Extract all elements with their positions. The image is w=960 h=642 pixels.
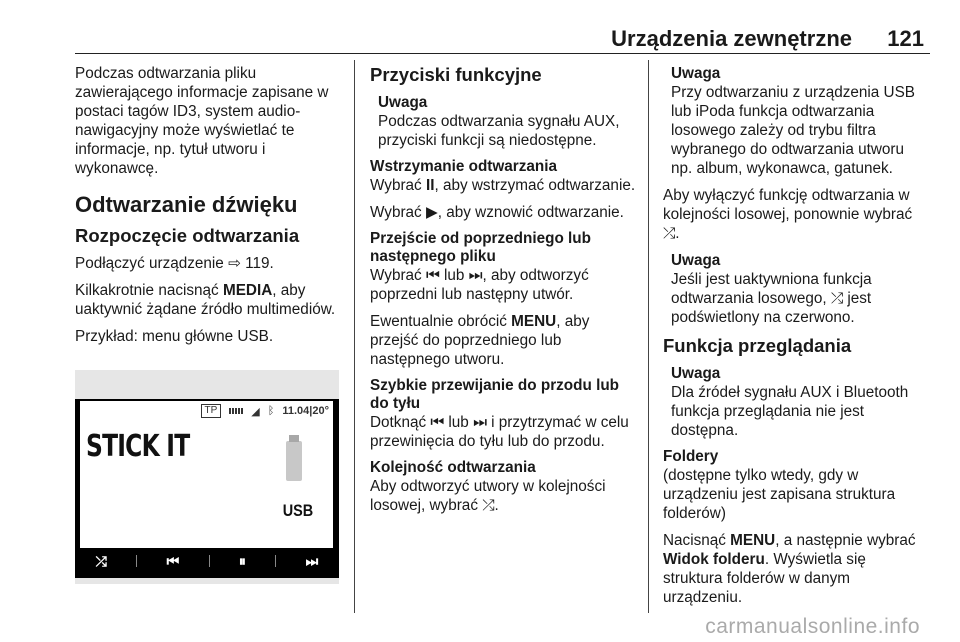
shuffle-icon: ⤮: [663, 225, 676, 242]
play-icon: ▶: [425, 204, 438, 221]
subsection-heading: Rozpoczęcie odtwarzania: [75, 225, 300, 246]
time-temperature: 11.04|20°: [282, 405, 329, 417]
page-title: Urządzenia zewnętrzne: [611, 26, 852, 51]
note-title: Uwaga: [671, 65, 721, 82]
note-body: Podczas odtwarzania sygnału AUX, przyciski funkcji są niedostępne.: [378, 113, 620, 149]
previous-track-icon[interactable]: ⏮: [166, 552, 180, 569]
column-divider-2: [648, 60, 649, 613]
media-paragraph: Kilkakrotnie nacisnąć MEDIA, aby uaktywnić żądane źródło multimediów.: [75, 282, 336, 318]
divider: [209, 555, 210, 567]
shuffle-icon: ⤮: [482, 497, 495, 514]
skip-paragraph: Wybrać ⏮ lub ⏭, aby odtworzyć poprzedni lub następny utwór.: [370, 267, 589, 303]
usb-menu-screenshot: [75, 370, 339, 584]
watermark: carmanualsonline.info: [705, 615, 920, 638]
tp-indicator: TP: [201, 404, 222, 418]
page-ref-link[interactable]: ⇨ 119.: [228, 255, 274, 272]
pause-icon[interactable]: ⏸: [238, 552, 246, 569]
seek-paragraph: Dotknąć ⏮ lub ⏭ i przytrzymać w celu przewinięcia do tyłu lub do przodu.: [370, 414, 629, 450]
subheading: Szybkie przewijanie do przodu lub do tyłu: [370, 377, 620, 412]
note-body: Przy odtwarzaniu z urządzenia USB lub iPoda funkcja odtwarzania losowego zależy od trybu filtra wybranego do odtwarzania utworu np. album, wykonawca, gatunek.: [671, 84, 916, 177]
divider: [136, 555, 137, 567]
note-box: [663, 364, 928, 440]
pause-icon: II: [425, 177, 435, 194]
display-bezel: [75, 399, 339, 578]
header-rule: [75, 53, 930, 54]
subheading: Foldery: [663, 448, 719, 465]
signal-icon: ◢: [251, 405, 260, 418]
shuffle-icon[interactable]: ⤮: [95, 552, 107, 569]
pause-paragraph: Wybrać II, aby wstrzymać odtwarzanie.: [370, 177, 636, 194]
note-body: Jeśli jest uaktywniona funkcja odtwarzania losowego, ⤮ jest podświetlony na czerwono.: [671, 271, 872, 326]
page-number: 121: [887, 26, 924, 51]
divider: [275, 555, 276, 567]
shuffle-icon: ⤮: [830, 290, 844, 307]
column-1: [75, 64, 347, 354]
next-track-icon[interactable]: ⏭: [305, 552, 319, 569]
example-caption: Przykład: menu główne USB.: [75, 328, 274, 345]
folders-condition: (dostępne tylko wtedy, gdy w urządzeniu jest zapisana struktura folderów): [663, 467, 896, 522]
note-body: Dla źródeł sygnału AUX i Bluetooth funkcja przeglądania nie jest dostępna.: [671, 384, 909, 439]
section-heading: Przyciski funkcyjne: [370, 64, 542, 85]
previous-track-icon: ⏮: [430, 414, 445, 431]
subheading: Przejście od poprzedniego lub następnego pliku: [370, 230, 591, 265]
note-box: [370, 93, 640, 150]
intro-paragraph: Podczas odtwarzania pliku zawierającego informacje zapisane w postaci tagów ID3, system audio-nawigacyjny może wyświetlać te informacje, np. tytuł utworu i wykonawcę.: [75, 65, 329, 177]
shuffle-off-paragraph: Aby wyłączyć funkcję odtwarzania w kolejności losowej, ponownie wybrać ⤮.: [663, 187, 913, 242]
previous-track-icon: ⏮: [425, 267, 440, 284]
resume-paragraph: Wybrać ▶, aby wznowić odtwarzanie.: [370, 204, 624, 221]
folder-view-paragraph: Nacisnąć MENU, a następnie wybrać Widok folderu. Wyświetla się struktura folderów w danym urządzeniu.: [663, 532, 916, 606]
section-heading: Funkcja przeglądania: [663, 335, 852, 356]
usb-label: USB: [282, 501, 314, 520]
note-title: Uwaga: [378, 94, 428, 111]
control-bar: [81, 549, 333, 573]
note-title: Uwaga: [671, 365, 721, 382]
display-screen: [80, 401, 333, 548]
section-heading: Odtwarzanie dźwięku: [75, 192, 298, 217]
column-divider-1: [354, 60, 355, 613]
subheading: Kolejność odtwarzania: [370, 459, 536, 476]
menu-paragraph: Ewentualnie obrócić MENU, aby przejść do poprzedniego lub następnego utworu.: [370, 313, 590, 368]
connect-paragraph: Podłączyć urządzenie ⇨ 119.: [75, 255, 274, 272]
battery-icon: [229, 408, 243, 414]
next-track-icon: ⏭: [468, 267, 483, 284]
column-2: [370, 64, 640, 523]
next-track-icon: ⏭: [473, 414, 487, 431]
usb-stick-icon: [286, 441, 302, 481]
subheading: Wstrzymanie odtwarzania: [370, 158, 558, 175]
note-box: [663, 64, 928, 178]
bluetooth-icon: ᛒ: [267, 405, 275, 417]
note-box: [663, 251, 928, 327]
shuffle-paragraph: Aby odtworzyć utwory w kolejności losowej, wybrać ⤮.: [370, 478, 606, 514]
column-3: [663, 64, 928, 615]
page-header: [0, 0, 960, 60]
track-title: STICK IT: [86, 429, 190, 464]
note-title: Uwaga: [671, 252, 721, 269]
status-bar: [201, 404, 330, 418]
